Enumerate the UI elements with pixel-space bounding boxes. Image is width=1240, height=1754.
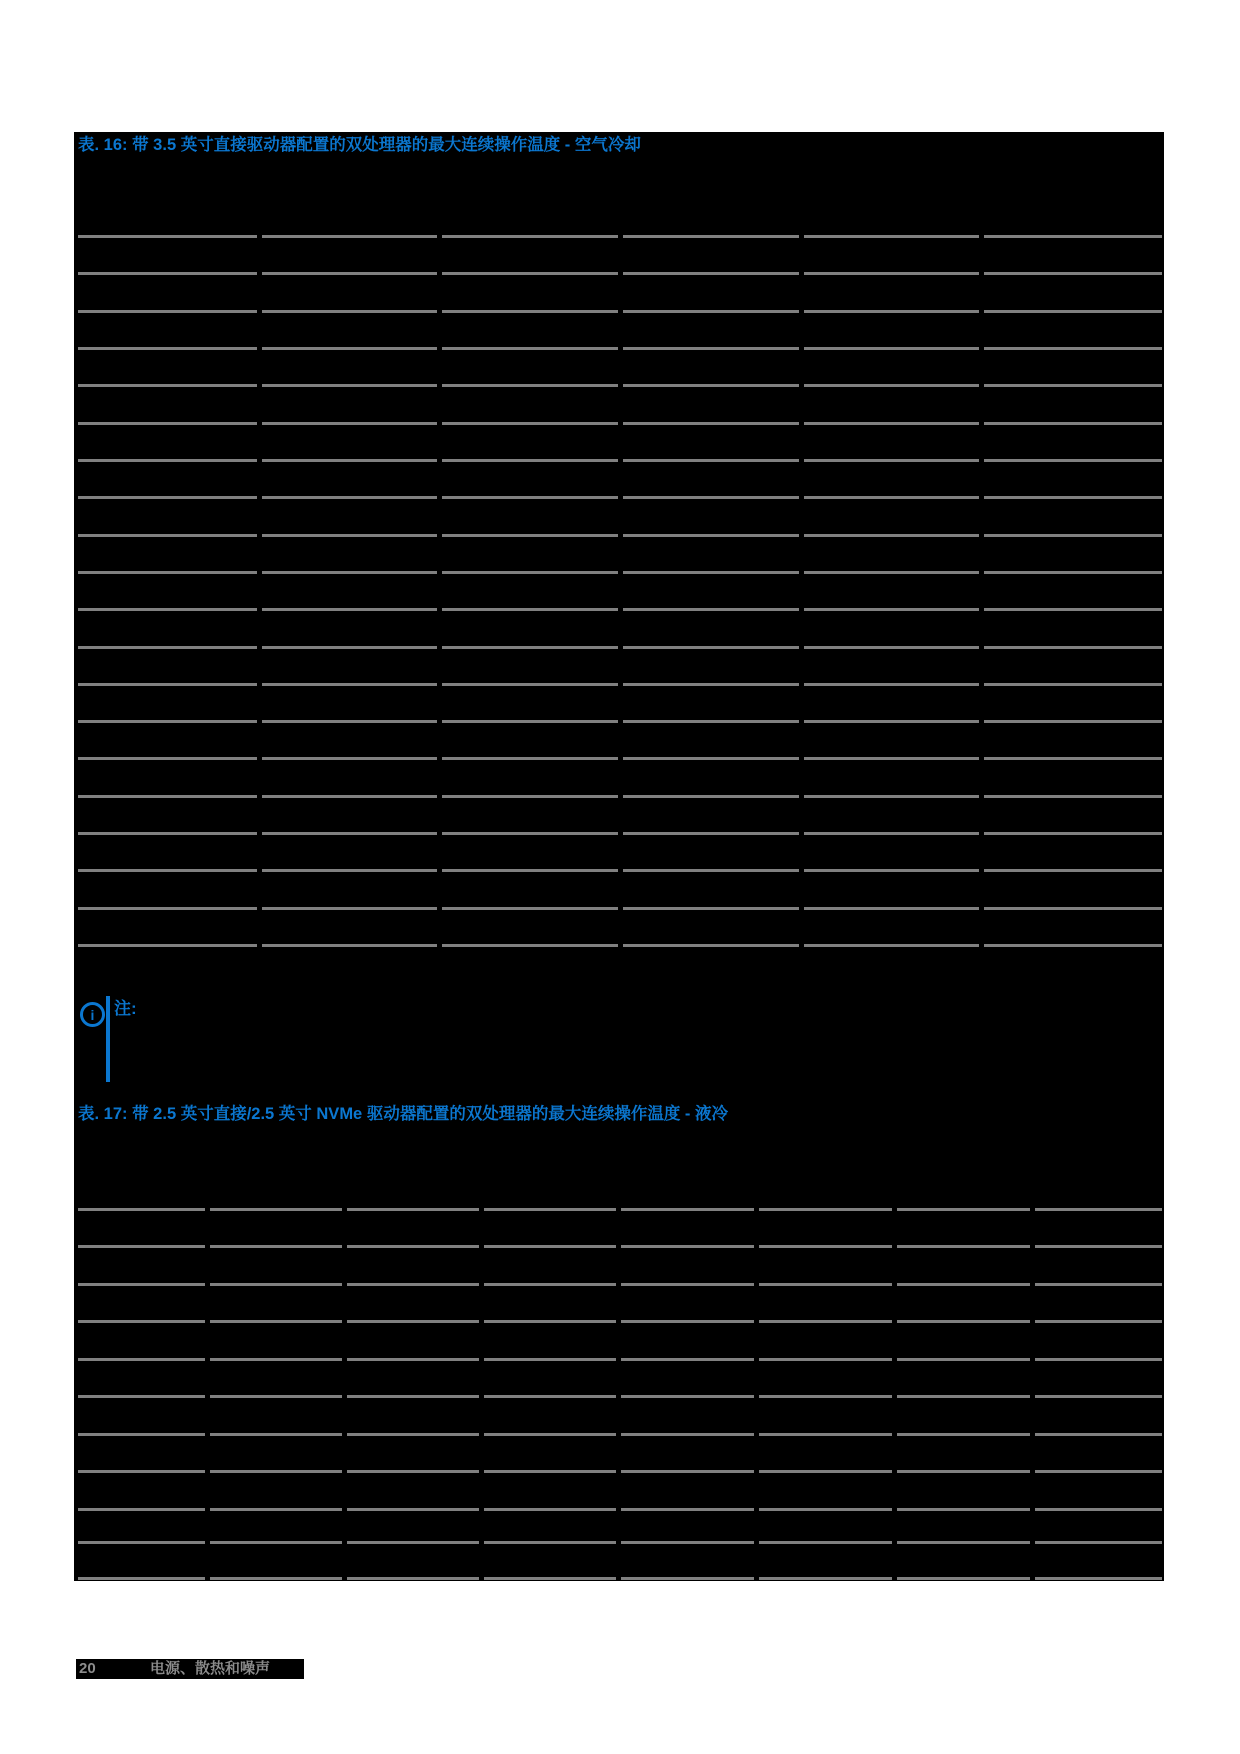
table-grid-line-segment — [262, 310, 437, 313]
table-grid-line-segment — [442, 795, 618, 798]
table-grid-line-segment — [78, 1283, 205, 1286]
table-grid-line-segment — [210, 1358, 342, 1361]
table-grid-line-segment — [759, 1433, 892, 1436]
table-grid-line-segment — [1035, 1320, 1163, 1323]
table-grid-line-segment — [897, 1508, 1030, 1511]
table-grid-line-segment — [347, 1208, 479, 1211]
table-grid-line-segment — [759, 1358, 892, 1361]
page-footer — [76, 1659, 304, 1679]
table-grid-line-segment — [621, 1358, 754, 1361]
table-grid-line-segment — [984, 757, 1163, 760]
table-grid-line-segment — [623, 459, 799, 462]
table-grid-line-segment — [897, 1283, 1030, 1286]
table-grid-line-segment — [78, 907, 257, 910]
table-grid-line-segment — [78, 272, 257, 275]
table-grid-line-segment — [897, 1395, 1030, 1398]
table-grid-line-segment — [78, 347, 257, 350]
table-grid-line-segment — [78, 683, 257, 686]
table-grid-line-segment — [984, 683, 1163, 686]
table-grid-line-segment — [897, 1320, 1030, 1323]
table-grid-line-segment — [623, 347, 799, 350]
table-grid-line-segment — [78, 795, 257, 798]
table-grid-line-segment — [347, 1395, 479, 1398]
table-grid-line-segment — [1035, 1358, 1163, 1361]
table-grid-line-segment — [623, 757, 799, 760]
table-grid-line-segment — [442, 459, 618, 462]
table-grid-line-segment — [78, 1208, 205, 1211]
table-grid-line-segment — [78, 869, 257, 872]
table-grid-line-segment — [1035, 1508, 1163, 1511]
table-grid-line-segment — [623, 608, 799, 611]
table-grid-line-segment — [442, 571, 618, 574]
table-grid-line-segment — [78, 571, 257, 574]
table-grid-line-segment — [804, 832, 979, 835]
table-grid-line-segment — [347, 1433, 479, 1436]
table-grid-line-segment — [621, 1508, 754, 1511]
table-grid-line-segment — [897, 1208, 1030, 1211]
table-17-title: 表. 17: 带 2.5 英寸直接/2.5 英寸 NVMe 驱动器配置的双处理器的最大连续操作温度 - 液冷 — [78, 1105, 728, 1123]
table-grid-line-segment — [262, 571, 437, 574]
footer-section-title: 电源、散热和噪声 — [150, 1660, 271, 1677]
table-grid-line-segment — [804, 907, 979, 910]
table-grid-line-segment — [759, 1320, 892, 1323]
table-grid-line-segment — [262, 534, 437, 537]
table-grid-line-segment — [484, 1320, 616, 1323]
table-grid-line-segment — [984, 384, 1163, 387]
table-grid-line-segment — [484, 1208, 616, 1211]
table-grid-line-segment — [804, 683, 979, 686]
table-grid-line-segment — [78, 1508, 205, 1511]
table-grid-line-segment — [262, 683, 437, 686]
table-grid-line-segment — [623, 384, 799, 387]
table-grid-line-segment — [262, 869, 437, 872]
table-grid-line-segment — [984, 272, 1163, 275]
table-grid-line-segment — [484, 1283, 616, 1286]
table-grid-line-segment — [347, 1541, 479, 1544]
table-grid-line-segment — [623, 272, 799, 275]
table-grid-line-segment — [442, 869, 618, 872]
table-grid-line-segment — [1035, 1395, 1163, 1398]
table-grid-line-segment — [1035, 1541, 1163, 1544]
table-grid-line-segment — [262, 646, 437, 649]
table-grid-line-segment — [804, 235, 979, 238]
table-grid-line-segment — [484, 1245, 616, 1248]
table-grid-line-segment — [484, 1358, 616, 1361]
table-grid-line-segment — [984, 422, 1163, 425]
table-grid-line-segment — [897, 1577, 1030, 1580]
table-grid-line-segment — [984, 310, 1163, 313]
table-grid-line-segment — [347, 1358, 479, 1361]
table-grid-line-segment — [210, 1395, 342, 1398]
table-grid-line-segment — [759, 1283, 892, 1286]
table-grid-line-segment — [759, 1541, 892, 1544]
table-grid-line-segment — [621, 1395, 754, 1398]
table-grid-line-segment — [78, 1358, 205, 1361]
table-grid-line-segment — [442, 272, 618, 275]
table-grid-line-segment — [78, 1470, 205, 1473]
table-grid-line-segment — [623, 720, 799, 723]
table-grid-line-segment — [621, 1208, 754, 1211]
table-grid-line-segment — [1035, 1245, 1163, 1248]
table-grid-line-segment — [442, 683, 618, 686]
table-grid-line-segment — [210, 1320, 342, 1323]
table-grid-line-segment — [262, 422, 437, 425]
table-grid-line-segment — [262, 459, 437, 462]
table-grid-line-segment — [262, 272, 437, 275]
table-grid-line-segment — [442, 608, 618, 611]
table-grid-line-segment — [442, 384, 618, 387]
table-grid-line-segment — [984, 608, 1163, 611]
table-grid-line-segment — [210, 1470, 342, 1473]
table-grid-line-segment — [442, 310, 618, 313]
table-grid-line-segment — [984, 720, 1163, 723]
table-grid-line-segment — [804, 272, 979, 275]
table-grid-line-segment — [442, 422, 618, 425]
table-grid-line-segment — [442, 235, 618, 238]
table-grid-line-segment — [442, 646, 618, 649]
table-grid-line-segment — [897, 1245, 1030, 1248]
table-grid-line-segment — [262, 496, 437, 499]
table-grid-line-segment — [984, 832, 1163, 835]
table-grid-line-segment — [804, 384, 979, 387]
table-grid-line-segment — [804, 720, 979, 723]
table-grid-line-segment — [347, 1577, 479, 1580]
table-grid-line-segment — [621, 1320, 754, 1323]
table-grid-line-segment — [78, 832, 257, 835]
table-grid-line-segment — [804, 347, 979, 350]
table-grid-line-segment — [621, 1433, 754, 1436]
table-grid-line-segment — [984, 869, 1163, 872]
table-grid-line-segment — [262, 907, 437, 910]
table-grid-line-segment — [78, 1320, 205, 1323]
table-grid-line-segment — [1035, 1283, 1163, 1286]
table-grid-line-segment — [262, 757, 437, 760]
table-grid-line-segment — [262, 235, 437, 238]
table-grid-line-segment — [621, 1245, 754, 1248]
table-grid-line-segment — [262, 384, 437, 387]
table-grid-line-segment — [804, 757, 979, 760]
table-grid-line-segment — [804, 422, 979, 425]
table-grid-line-segment — [442, 944, 618, 947]
note-rule — [106, 996, 110, 1082]
table-grid-line-segment — [78, 757, 257, 760]
table-grid-line-segment — [262, 720, 437, 723]
table-grid-line-segment — [484, 1433, 616, 1436]
table-grid-line-segment — [623, 795, 799, 798]
table-grid-line-segment — [442, 757, 618, 760]
table-grid-line-segment — [78, 608, 257, 611]
table-grid-line-segment — [984, 347, 1163, 350]
content-block — [74, 132, 1164, 1581]
table-grid-line-segment — [621, 1470, 754, 1473]
table-grid-line-segment — [78, 944, 257, 947]
info-icon-glyph: i — [90, 1006, 95, 1023]
table-grid-line-segment — [210, 1245, 342, 1248]
table-grid-line-segment — [623, 235, 799, 238]
table-grid-line-segment — [984, 907, 1163, 910]
table-grid-line-segment — [623, 310, 799, 313]
table-grid-line-segment — [759, 1395, 892, 1398]
table-grid-line-segment — [484, 1395, 616, 1398]
table-grid-line-segment — [897, 1358, 1030, 1361]
table-grid-line-segment — [804, 795, 979, 798]
table-grid-line-segment — [347, 1245, 479, 1248]
table-grid-line-segment — [78, 1577, 205, 1580]
table-grid-line-segment — [984, 646, 1163, 649]
table-grid-line-segment — [804, 459, 979, 462]
table-grid-line-segment — [347, 1508, 479, 1511]
table-grid-line-segment — [1035, 1433, 1163, 1436]
table-grid-line-segment — [759, 1508, 892, 1511]
table-grid-line-segment — [347, 1470, 479, 1473]
table-grid-line-segment — [984, 534, 1163, 537]
table-grid-line-segment — [897, 1541, 1030, 1544]
table-grid-line-segment — [1035, 1470, 1163, 1473]
table-grid-line-segment — [262, 832, 437, 835]
table-grid-line-segment — [210, 1508, 342, 1511]
table-grid-line-segment — [78, 496, 257, 499]
table-grid-line-segment — [621, 1283, 754, 1286]
table-grid-line-segment — [804, 608, 979, 611]
table-grid-line-segment — [1035, 1577, 1163, 1580]
table-grid-line-segment — [759, 1245, 892, 1248]
table-grid-line-segment — [984, 571, 1163, 574]
table-grid-line-segment — [804, 496, 979, 499]
table-grid-line-segment — [442, 534, 618, 537]
table-grid-line-segment — [484, 1577, 616, 1580]
table-grid-line-segment — [78, 384, 257, 387]
table-grid-line-segment — [621, 1541, 754, 1544]
table-grid-line-segment — [804, 869, 979, 872]
table-grid-line-segment — [347, 1320, 479, 1323]
table-grid-line-segment — [1035, 1208, 1163, 1211]
table-grid-line-segment — [623, 496, 799, 499]
table-grid-line-segment — [623, 422, 799, 425]
table-grid-line-segment — [78, 310, 257, 313]
table-grid-line-segment — [210, 1577, 342, 1580]
table-grid-line-segment — [262, 347, 437, 350]
table-grid-line-segment — [804, 534, 979, 537]
table-grid-line-segment — [210, 1208, 342, 1211]
table-grid-line-segment — [623, 869, 799, 872]
table-grid-line-segment — [804, 944, 979, 947]
table-grid-line-segment — [623, 534, 799, 537]
table-grid-line-segment — [984, 944, 1163, 947]
table-grid-line-segment — [623, 907, 799, 910]
table-grid-line-segment — [78, 1245, 205, 1248]
table-grid-line-segment — [759, 1208, 892, 1211]
table-grid-line-segment — [984, 496, 1163, 499]
table-grid-line-segment — [210, 1433, 342, 1436]
table-grid-line-segment — [78, 459, 257, 462]
table-grid-line-segment — [984, 235, 1163, 238]
note-label: 注: — [114, 999, 137, 1018]
table-grid-line-segment — [984, 795, 1163, 798]
table-grid-line-segment — [78, 422, 257, 425]
table-grid-line-segment — [623, 646, 799, 649]
table-grid-line-segment — [484, 1470, 616, 1473]
table-grid-line-segment — [262, 608, 437, 611]
table-grid-line-segment — [78, 646, 257, 649]
table-grid-line-segment — [262, 795, 437, 798]
page-number: 20 — [79, 1660, 96, 1677]
table-grid-line-segment — [484, 1541, 616, 1544]
table-grid-line-segment — [442, 832, 618, 835]
table-grid-line-segment — [78, 1395, 205, 1398]
table-grid-line-segment — [442, 347, 618, 350]
table-grid-line-segment — [759, 1470, 892, 1473]
table-grid-line-segment — [804, 571, 979, 574]
table-grid-line-segment — [621, 1577, 754, 1580]
table-grid-line-segment — [78, 1433, 205, 1436]
table-grid-line-segment — [78, 1541, 205, 1544]
table-grid-line-segment — [804, 310, 979, 313]
table-grid-line-segment — [442, 720, 618, 723]
table-grid-line-segment — [897, 1470, 1030, 1473]
table-grid-line-segment — [897, 1433, 1030, 1436]
table-grid-line-segment — [623, 832, 799, 835]
table-grid-line-segment — [442, 496, 618, 499]
info-icon — [80, 1002, 105, 1027]
table-grid-line-segment — [78, 720, 257, 723]
table-grid-line-segment — [262, 944, 437, 947]
table-16-title: 表. 16: 带 3.5 英寸直接驱动器配置的双处理器的最大连续操作温度 - 空气冷却 — [78, 136, 641, 154]
table-grid-line-segment — [484, 1508, 616, 1511]
table-grid-line-segment — [78, 235, 257, 238]
table-grid-line-segment — [984, 459, 1163, 462]
table-grid-line-segment — [623, 571, 799, 574]
table-grid-line-segment — [759, 1577, 892, 1580]
table-grid-line-segment — [442, 907, 618, 910]
table-grid-line-segment — [210, 1541, 342, 1544]
table-grid-line-segment — [623, 683, 799, 686]
table-grid-line-segment — [623, 944, 799, 947]
table-grid-line-segment — [347, 1283, 479, 1286]
table-grid-line-segment — [78, 534, 257, 537]
table-grid-line-segment — [210, 1283, 342, 1286]
table-grid-line-segment — [804, 646, 979, 649]
